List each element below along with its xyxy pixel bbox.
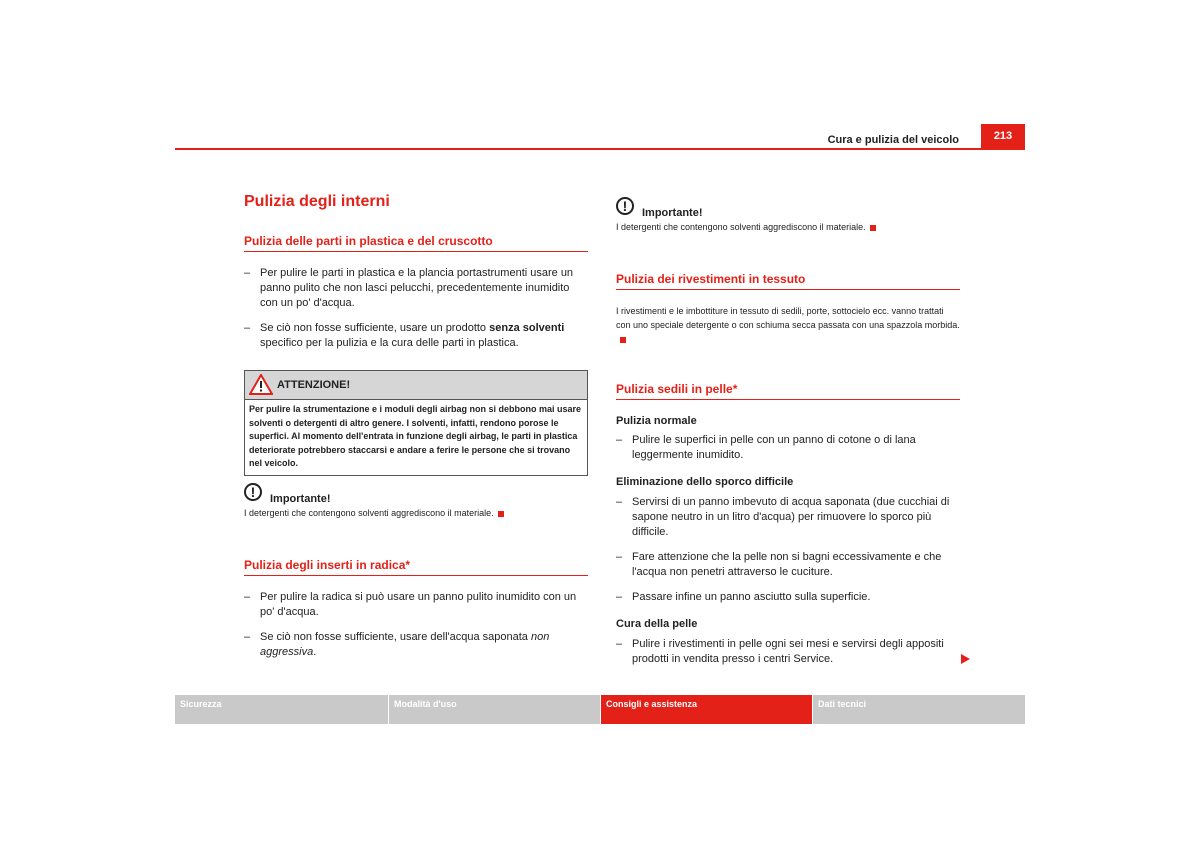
list-item: – Per pulire la radica si può usare un panno pulito inumidito con un po' d'acqua. [244, 590, 588, 620]
page-heading: Pulizia degli interni [244, 193, 390, 210]
warning-triangle-icon [249, 374, 273, 395]
page-number: 213 [981, 124, 1025, 148]
exclamation-circle-icon: ! [616, 197, 634, 215]
list-item: – Se ciò non fosse sufficiente, usare un prodotto senza solventi specifico per la pulizia e la cura delle parti in plastica. [244, 321, 588, 351]
tab-sicurezza[interactable]: Sicurezza [175, 695, 388, 724]
warning-header [245, 371, 587, 400]
list-item: – Fare attenzione che la pelle non si bagni eccessivamente e che l'acqua non penetri attraverso le cuciture. [616, 550, 960, 580]
chapter-title: Cura e pulizia del veicolo [827, 134, 959, 146]
section-title-fabric: Pulizia dei rivestimenti in tessuto [616, 272, 960, 290]
list-item: – Pulire le superfici in pelle con un panno di cotone o di lana leggermente inumidito. [616, 433, 960, 463]
section-title-plastic: Pulizia delle parti in plastica e del cruscotto [244, 234, 588, 252]
end-marker-icon [620, 337, 626, 343]
list-item: – Servirsi di un panno imbevuto di acqua saponata (due cucchiai di sapone neutro in un litro d'acqua) per rimuovere lo sporco più difficile. [616, 495, 960, 540]
tab-consigli-assistenza[interactable]: Consigli e assistenza [601, 695, 812, 724]
next-page-arrow-icon[interactable] [961, 654, 970, 664]
section-title-wood: Pulizia degli inserti in radica* [244, 558, 588, 576]
warning-title: ATTENZIONE! [277, 379, 351, 391]
list-item: – Se ciò non fosse sufficiente, usare dell'acqua saponata non aggressiva. [244, 630, 588, 660]
end-marker-icon [498, 511, 504, 517]
tab-modalita-uso[interactable]: Modalità d'uso [389, 695, 600, 724]
warning-text: Per pulire la strumentazione e i moduli degli airbag non si debbono mai usare solventi o detergenti di altro genere. I solventi, infatti, rendono porose le superfici. Al momento dell'entrata in funzione degli airbag, le parti in plastica deteriorate potrebbero staccarsi e andare a ferire le persone che si trovano nel veicolo. [249, 404, 582, 469]
footer-nav [175, 695, 1025, 724]
subheading: Eliminazione dello sporco difficile [616, 476, 794, 488]
important-text: I detergenti che contengono solventi aggrediscono il materiale. [244, 507, 588, 519]
warning-box [244, 370, 588, 476]
important-title: Importante! [270, 493, 331, 505]
end-marker-icon [870, 225, 876, 231]
important-title: Importante! [642, 207, 703, 219]
list-item: – Pulire i rivestimenti in pelle ogni sei mesi e servirsi degli appositi prodotti in vendita presso i centri Service. [616, 637, 960, 667]
header-divider [175, 148, 1025, 150]
exclamation-circle-icon: ! [244, 483, 262, 501]
subheading: Cura della pelle [616, 618, 698, 630]
subheading: Pulizia normale [616, 415, 697, 427]
important-text: I detergenti che contengono solventi aggrediscono il materiale. [616, 221, 960, 233]
section-title-leather: Pulizia sedili in pelle* [616, 382, 960, 400]
fabric-text: I rivestimenti e le imbottiture in tessuto di sedili, porte, sottocielo ecc. vanno trattati con uno speciale detergente o con schiuma secca passata con una spazzola morbida. [616, 304, 960, 346]
list-item: – Passare infine un panno asciutto sulla superficie. [616, 590, 960, 605]
tab-dati-tecnici[interactable]: Dati tecnici [813, 695, 1025, 724]
list-item: – Per pulire le parti in plastica e la plancia portastrumenti usare un panno pulito che non lasci pelucchi, precedentemente inumidito con un po' d'acqua. [244, 266, 588, 311]
